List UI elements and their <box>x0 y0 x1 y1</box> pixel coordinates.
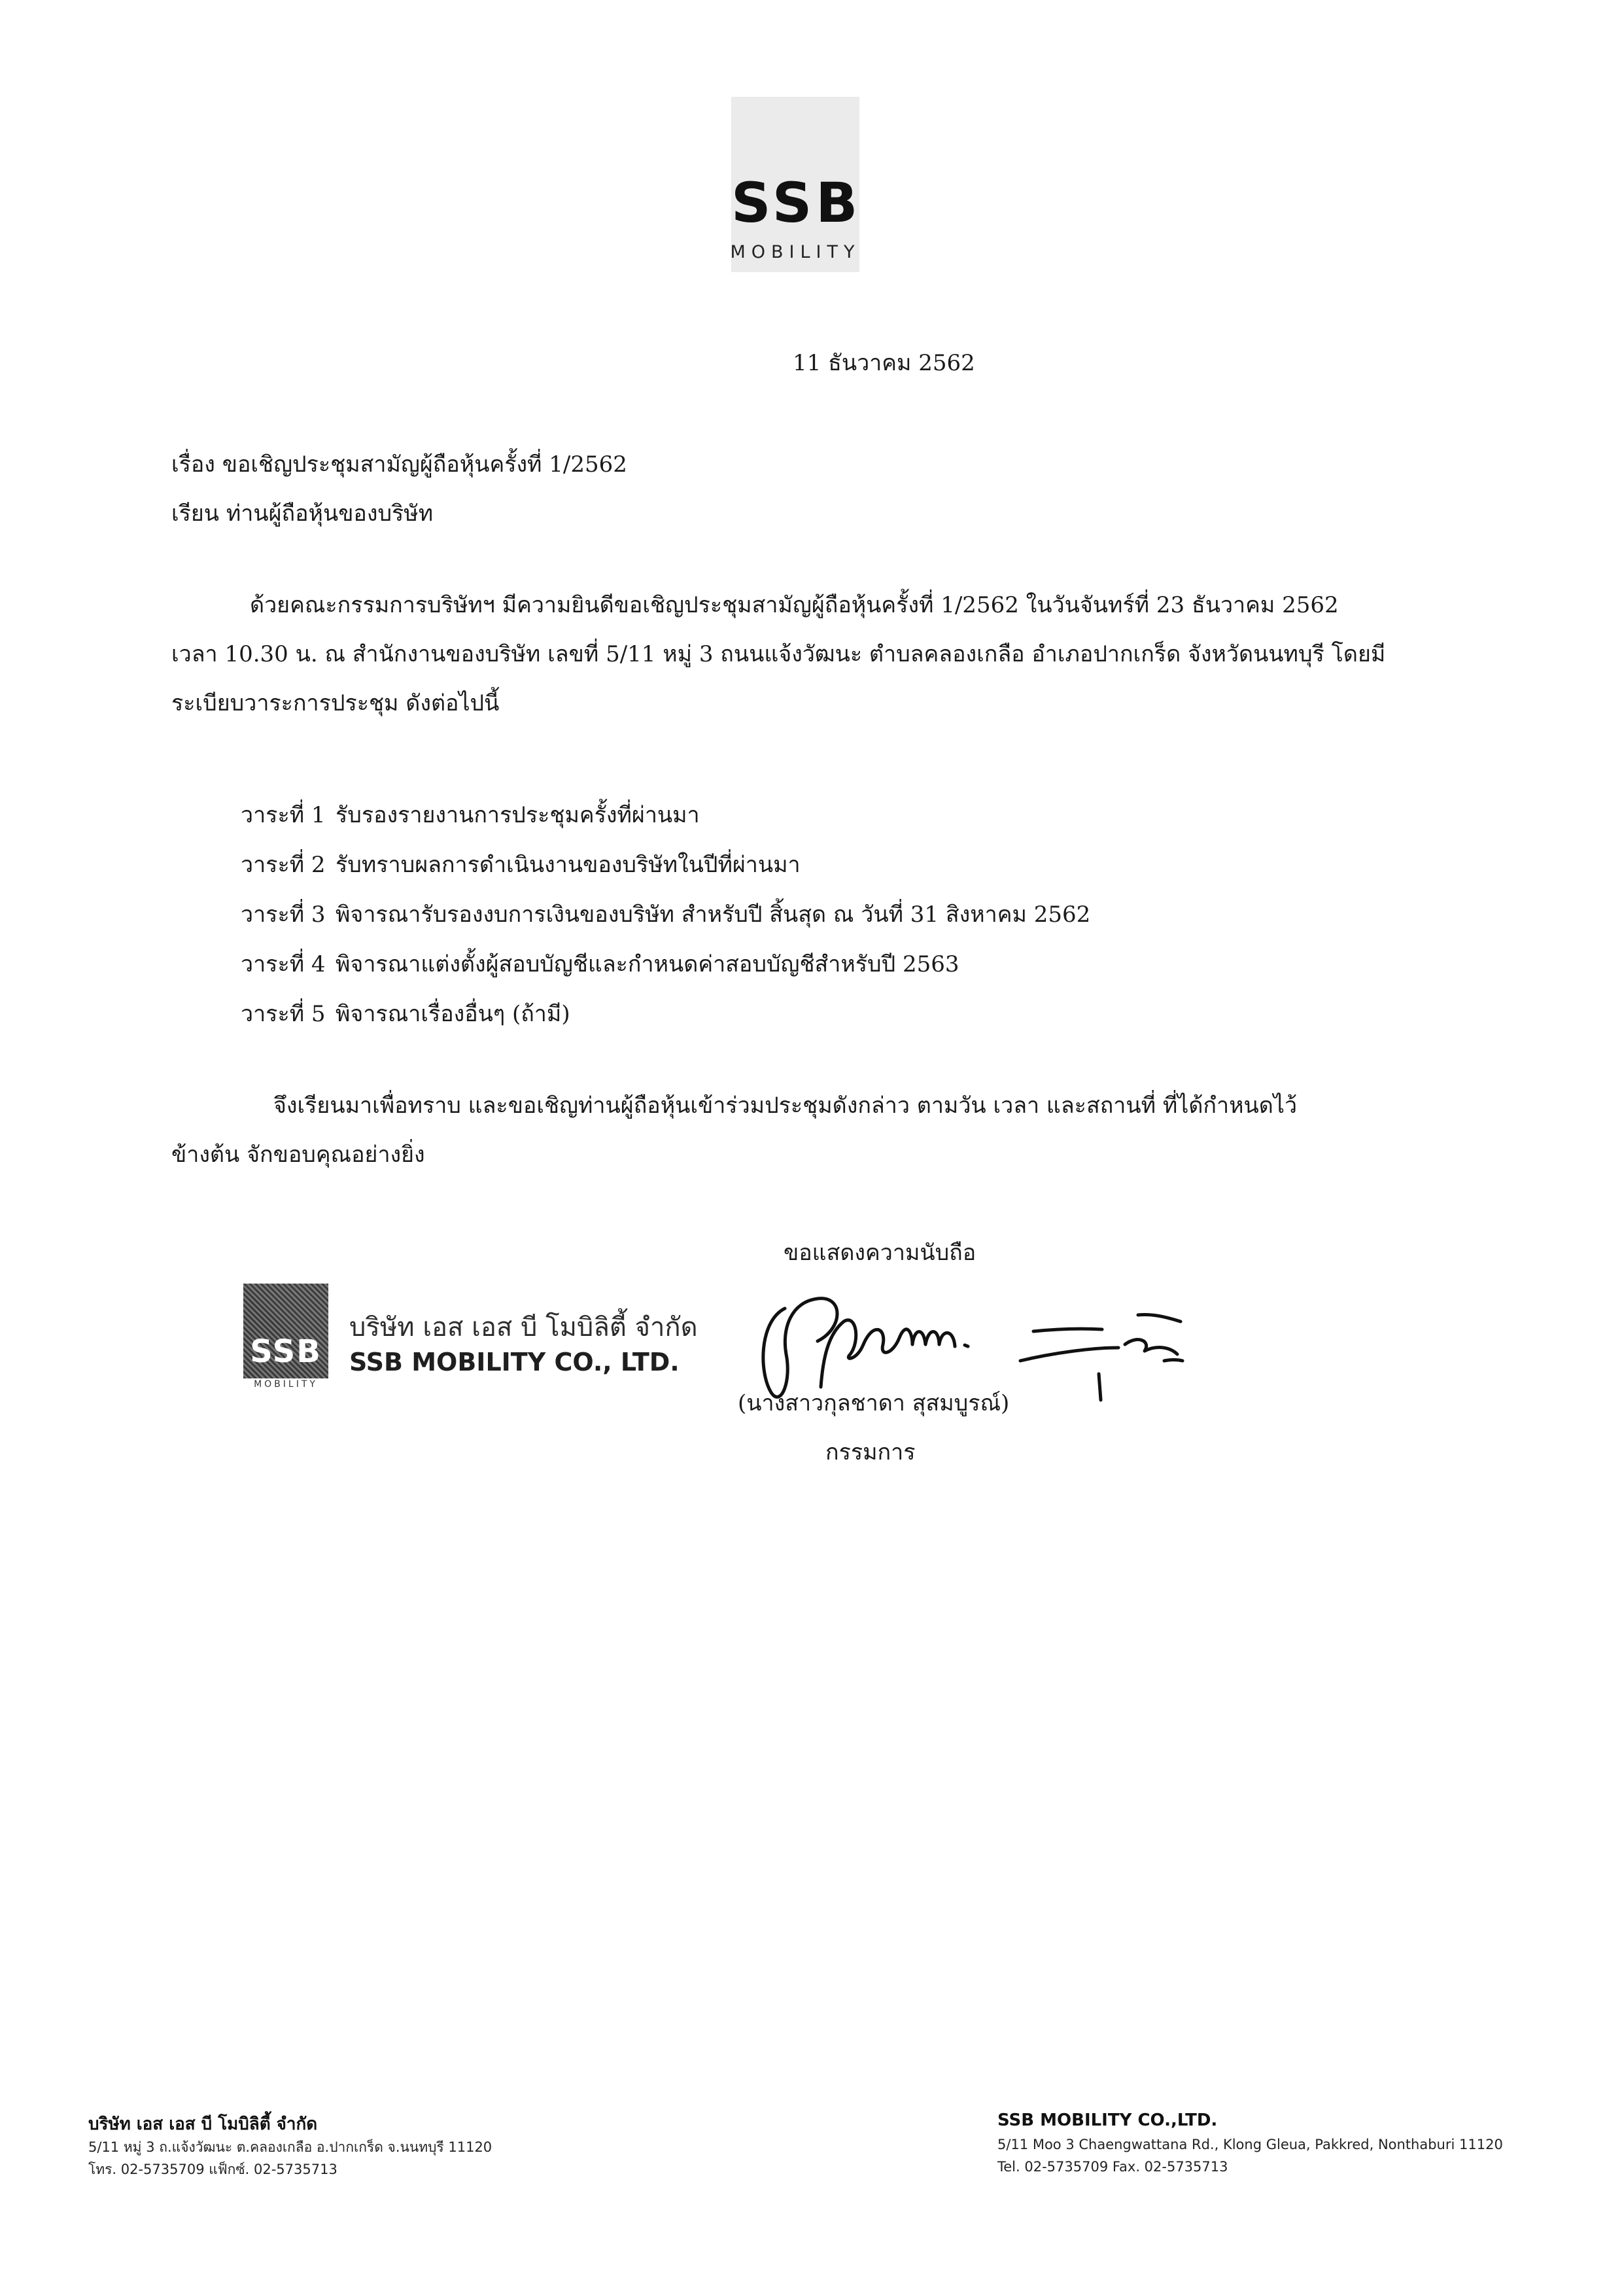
subject-line <box>171 451 627 478</box>
footer-company-th: บริษัท เอส เอส บี โมบิลิตี้ จำกัด <box>88 2114 318 2134</box>
footer-contact-th: โทร. 02-5735709 แฟ็กซ์. 02-5735713 <box>88 2162 337 2177</box>
agenda-item <box>241 996 1090 1045</box>
footer-company-en: SSB MOBILITY CO.,LTD. <box>997 2111 1218 2130</box>
agenda-item <box>241 847 1090 896</box>
recipient-text: ท่านผู้ถือหุ้นของบริษัท <box>226 500 434 527</box>
agenda-item <box>241 797 1090 847</box>
agenda-item <box>241 946 1090 996</box>
stamp-company-name-en: SSB MOBILITY CO., LTD. <box>349 1348 680 1376</box>
intro-line-2: เวลา 10.30 น. ณ สำนักงานของบริษัท เลขที่ 5/11 หมู่ 3 ถนนแจ้งวัฒนะ ตำบลคลองเกลือ อำเภอปากเกร็ด จังหวัดนนทบุรี โดยมี <box>171 641 1386 667</box>
intro-line-3: ระเบียบวาระการประชุม ดังต่อไปนี้ <box>171 690 500 716</box>
closing-line-1: จึงเรียนมาเพื่อทราบ และขอเชิญท่านผู้ถือหุ้นเข้าร่วมประชุมดังกล่าว ตามวัน เวลา และสถานที่ ที่ได้กำหนดไว้ <box>273 1093 1298 1119</box>
agenda-text: พิจารณาแต่งตั้งผู้สอบบัญชีและกำหนดค่าสอบบัญชีสำหรับปี 2563 <box>336 951 959 977</box>
letter-date: 11 ธันวาคม 2562 <box>793 350 975 376</box>
stamp-company-name-th: บริษัท เอส เอส บี โมบิลิตี้ จำกัด <box>349 1312 698 1342</box>
subject-label: เรื่อง <box>171 451 215 478</box>
agenda-text: รับรองรายงานการประชุมครั้งที่ผ่านมา <box>336 802 700 828</box>
stamp-logo-brand: SSB <box>250 1333 322 1370</box>
stamp-logo-subtitle: MOBILITY <box>254 1379 318 1390</box>
logo-subtitle: MOBILITY <box>730 242 861 262</box>
subject-text: ขอเชิญประชุมสามัญผู้ถือหุ้นครั้งที่ 1/2562 <box>222 451 627 478</box>
signer-name: (นางสาวกุลชาดา สุสมบูรณ์) <box>738 1390 1010 1416</box>
closing-line-2: ข้างต้น จักขอบคุณอย่างยิ่ง <box>171 1142 425 1168</box>
footer-address-en: 5/11 Moo 3 Chaengwattana Rd., Klong Gleua, Pakkred, Nonthaburi 11120 <box>997 2137 1503 2152</box>
agenda-list <box>241 797 1090 1045</box>
agenda-text: พิจารณารับรองงบการเงินของบริษัท สำหรับปี สิ้นสุด ณ วันที่ 31 สิงหาคม 2562 <box>336 902 1091 928</box>
recipient-label: เรียน <box>171 500 220 527</box>
agenda-number: วาระที่ 1 <box>241 802 326 828</box>
agenda-text: รับทราบผลการดำเนินงานของบริษัทในปีที่ผ่านมา <box>336 852 801 878</box>
agenda-number: วาระที่ 2 <box>241 852 326 878</box>
signature-icon <box>746 1282 1243 1407</box>
intro-line-1: ด้วยคณะกรรมการบริษัทฯ มีความยินดีขอเชิญประชุมสามัญผู้ถือหุ้นครั้งที่ 1/2562 ในวันจันทร์ที่ 23 ธันวาคม 2562 <box>250 592 1339 618</box>
agenda-number: วาระที่ 4 <box>241 951 326 977</box>
signer-title: กรรมการ <box>825 1439 916 1465</box>
footer-address-th: 5/11 หมู่ 3 ถ.แจ้งวัฒนะ ต.คลองเกลือ อ.ปากเกร็ด จ.นนทบุรี 11120 <box>88 2139 492 2155</box>
regards-text: ขอแสดงความนับถือ <box>784 1240 976 1266</box>
agenda-item <box>241 896 1090 946</box>
logo-brand: SSB <box>731 171 862 235</box>
footer-contact-en: Tel. 02-5735709 Fax. 02-5735713 <box>997 2159 1228 2175</box>
agenda-text: พิจารณาเรื่องอื่นๆ (ถ้ามี) <box>336 1001 570 1027</box>
agenda-number: วาระที่ 5 <box>241 1001 326 1027</box>
agenda-number: วาระที่ 3 <box>241 902 326 928</box>
recipient-line <box>171 500 433 527</box>
